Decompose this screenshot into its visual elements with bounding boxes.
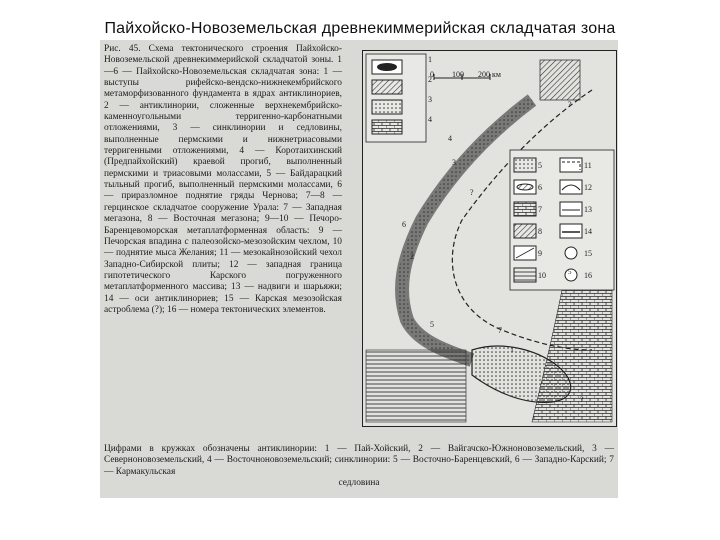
map-hatched-block: [540, 60, 580, 100]
legend-label-12: 12: [584, 183, 592, 192]
tectonic-map: [362, 50, 618, 428]
legend-label-6: 6: [538, 183, 542, 192]
legend-label-13: 13: [584, 205, 592, 214]
map-label-2: 2: [410, 252, 414, 261]
map-label-q1: ?: [568, 100, 572, 109]
figure-footer: [104, 444, 614, 489]
map-label-5: 5: [430, 320, 434, 329]
legend-label-4: 4: [428, 115, 432, 124]
legend-label-10: 10: [538, 271, 546, 280]
legend-label-16: 16: [584, 271, 592, 280]
figure-caption: Рис. 45. Схема тектонического строения Пайхойско-Новоземельской древнекиммерийской складчатой зоны. 1—6 — Пайхойско-Новоземельская складчатая зона: 1 — выступы рифейско-вендско-нижнекембрийского метаморфизованного фундамента в ядрах антиклинориев, 2 — антиклинории, сложенные верхнекембрийско-каменноугольными терригенно-карбонатными отложениями, 3 — синклинории и седловины, выполненные пермскими и нижнетриасовыми терригенными отложениями, 4 — Коротаихинский (Предпайхойский) краевой прогиб, выполненный пермскими и триасовыми молассами, 5 — Байдарацкий тыльный прогиб, выполненный пермскими молассами, 6 — приразломное поднятие гряды Чернова; 7—8 — герцинское складчатое сооружение Урала: 7 — Западная мегазона, 8 — Восточная мегазона; 9—10 — Печоро-Баренцевоморская метаплатформенная область: 9 — Печорская впадина с палеозойско-мезозойским чехлом, 10 — поднятие мыса Желания; 11 — мезокайнозойский чехол Западно-Сибирской плиты; 12 — западная граница гипотетического Карского погруженного метаплатформенного массива; 13 — надвиги и шарьяжи; 14 — оси антиклинориев; 15 — Карская мезозойская астроблема (?); 16 — номера тектонических элементов.: [104, 44, 342, 315]
legend-middle: [510, 150, 614, 290]
legend-label-9: 9: [538, 249, 542, 258]
map-label-3: 3: [452, 158, 456, 167]
slide-title: Пайхойско-Новоземельская древнекиммерийская складчатая зона: [104, 20, 616, 37]
map-horizontal-block: [366, 350, 466, 422]
map-label-q3: ?: [580, 395, 584, 404]
legend-label-8: 8: [538, 227, 542, 236]
legend-label-11: 11: [584, 161, 592, 170]
footer-text: Цифрами в кружках обозначены антиклинории: 1 — Пай-Хойский, 2 — Вайгачско-Южноновоземельский, 3 — Северноновоземельский, 4 — Восточноновоземельский; синклинории: 5 — Восточно-Баренцевский, 6 — Западно-Карский; 7 — Кармакульская: [104, 444, 614, 477]
map-label-1: 1: [510, 345, 514, 354]
legend-label-1: 1: [428, 55, 432, 64]
legend-label-15: 15: [584, 249, 592, 258]
map-label-6: 6: [402, 220, 406, 229]
map-label-7: 7: [498, 326, 502, 335]
scale-label-200: 200 км: [478, 70, 501, 79]
map-label-q2: ?: [470, 188, 474, 197]
scale-label-100: 100: [452, 70, 464, 79]
legend-label-7: 7: [538, 205, 542, 214]
map-label-4: 4: [448, 134, 452, 143]
legend-label-2: 2: [428, 75, 432, 84]
legend-top: [366, 54, 426, 142]
legend-label-5: 5: [538, 161, 542, 170]
legend-label-3: 3: [428, 95, 432, 104]
footer-last-line: седловина: [338, 477, 380, 488]
legend-label-14: 14: [584, 227, 592, 236]
legend-sample-16: 5: [568, 268, 572, 276]
scale-label-0: 0: [430, 70, 434, 79]
